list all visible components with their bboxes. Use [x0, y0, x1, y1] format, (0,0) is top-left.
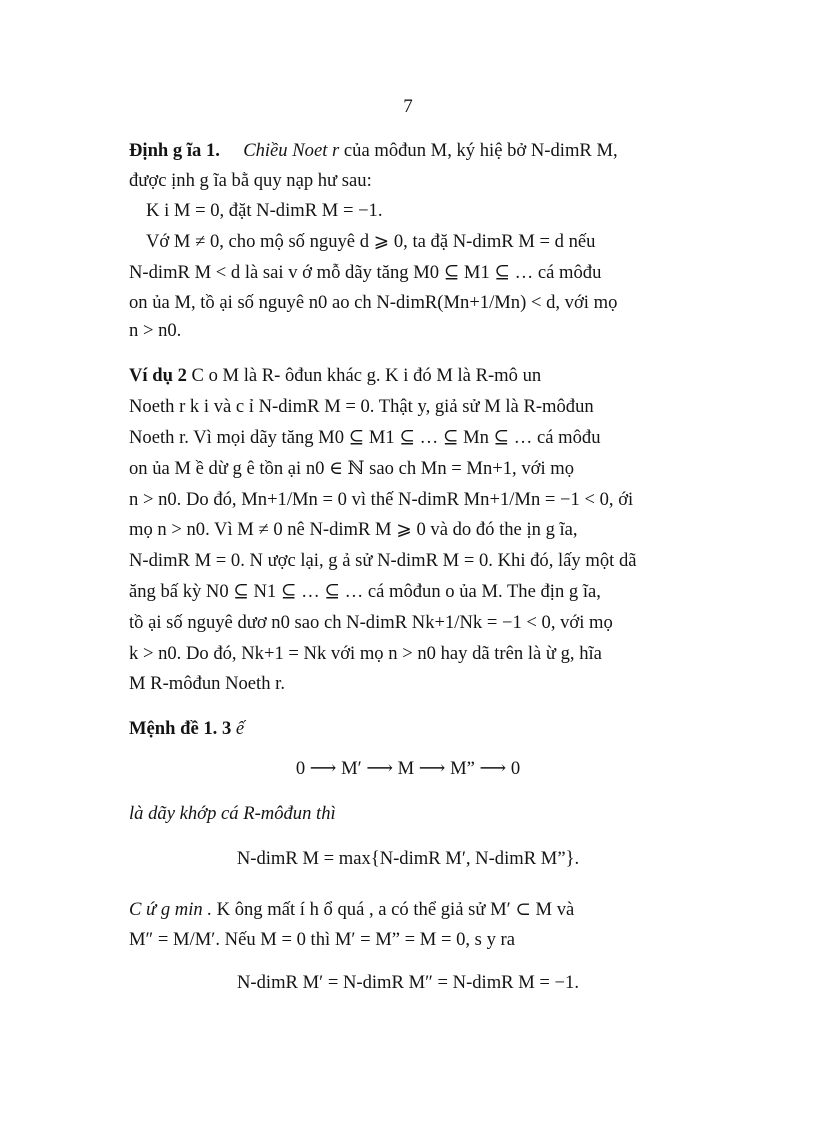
- definition-line-7: n > n0.: [129, 320, 182, 341]
- proof-line-2: M″ = M/M′. Nếu M = 0 thì M′ = M” = M = 0, s y ra: [129, 929, 515, 950]
- proposition-line-1: [129, 718, 244, 740]
- example-line-10: k > n0. Do đó, Nk+1 = Nk với mọ n > n0 hay dã trên là ừ g, hĩa: [129, 643, 602, 664]
- definition-line-4: Vớ M ≠ 0, cho mộ số nguyê d ⩾ 0, ta đặ N-dimR M = d nếu: [146, 231, 596, 252]
- example-line-3: Noeth r. Vì mọi dãy tăng M0 ⊆ M1 ⊆ … ⊆ Mn ⊆ … cá môđu: [129, 427, 601, 448]
- definition-line-2: được ịnh g ĩa bằ quy nạp hư sau:: [129, 170, 372, 191]
- proof-line-1-rest: K ông mất í h ổ quá , a có thể giả sử M′ ⊂ M và: [211, 899, 575, 920]
- example-line-7: N-dimR M = 0. N ược lại, g ả sử N-dimR M = 0. Khi đó, lấy một dã: [129, 550, 637, 571]
- example-line-4: on ủa M ề dừ g ê tồn ại n0 ∈ ℕ sao ch Mn = Mn+1, với mọ: [129, 458, 575, 479]
- example-line-1-rest: C o M là R- ôđun khác g. K i đó M là R-mô un: [186, 365, 542, 386]
- example-line-11: M R-môđun Noeth r.: [129, 673, 285, 694]
- proposition-label: Mệnh đề 1. 3: [129, 718, 232, 739]
- example-line-2: Noeth r k i và c ỉ N-dimR M = 0. Thật y, giả sử M là R-môđun: [129, 396, 594, 417]
- proof-label: C ứ g min .: [129, 899, 212, 920]
- page-number: 7: [403, 96, 413, 117]
- example-line-5: n > n0. Do đó, Mn+1/Mn = 0 vì thế N-dimR Mn+1/Mn = −1 < 0, ới: [129, 489, 634, 510]
- definition-line-3: K i M = 0, đặt N-dimR M = −1.: [146, 200, 383, 221]
- example-line-8: ăng bấ kỳ N0 ⊆ N1 ⊆ … ⊆ … cá môđun o ủa M. The địn g ĩa,: [129, 581, 601, 602]
- definition-line-1-rest: của môđun M, ký hiệ bở N-dimR M,: [339, 140, 618, 161]
- proposition-formula: N-dimR M = max{N-dimR M′, N-dimR M”}.: [236, 848, 580, 869]
- definition-line-5: N-dimR M < d là sai v ớ mỗ dãy tăng M0 ⊆ M1 ⊆ … cá môđu: [129, 262, 602, 283]
- definition-term: Chiều Noet r: [243, 140, 340, 161]
- proof-line-1: [129, 899, 574, 921]
- definition-line-1: [129, 140, 618, 162]
- definition-line-6: on ủa M, tồ ại số nguyê n0 ao ch N-dimR(Mn+1/Mn) < d, với mọ: [129, 292, 618, 313]
- proposition-label-rest: ế: [231, 718, 245, 739]
- definition-label: Định g ĩa 1.: [129, 140, 220, 161]
- example-label: Ví dụ 2: [129, 365, 187, 386]
- exact-sequence: 0 ⟶ M′ ⟶ M ⟶ M” ⟶ 0: [295, 758, 521, 779]
- example-line-1: [129, 365, 541, 387]
- proof-formula: N-dimR M′ = N-dimR M″ = N-dimR M = −1.: [237, 972, 579, 993]
- proposition-text: là dãy khớp cá R-môđun thì: [129, 803, 336, 824]
- example-line-9: tồ ại số nguyê dươ n0 sao ch N-dimR Nk+1/Nk = −1 < 0, với mọ: [129, 612, 613, 633]
- example-line-6: mọ n > n0. Vì M ≠ 0 nê N-dimR M ⩾ 0 và do đó the ịn g ĩa,: [129, 519, 578, 540]
